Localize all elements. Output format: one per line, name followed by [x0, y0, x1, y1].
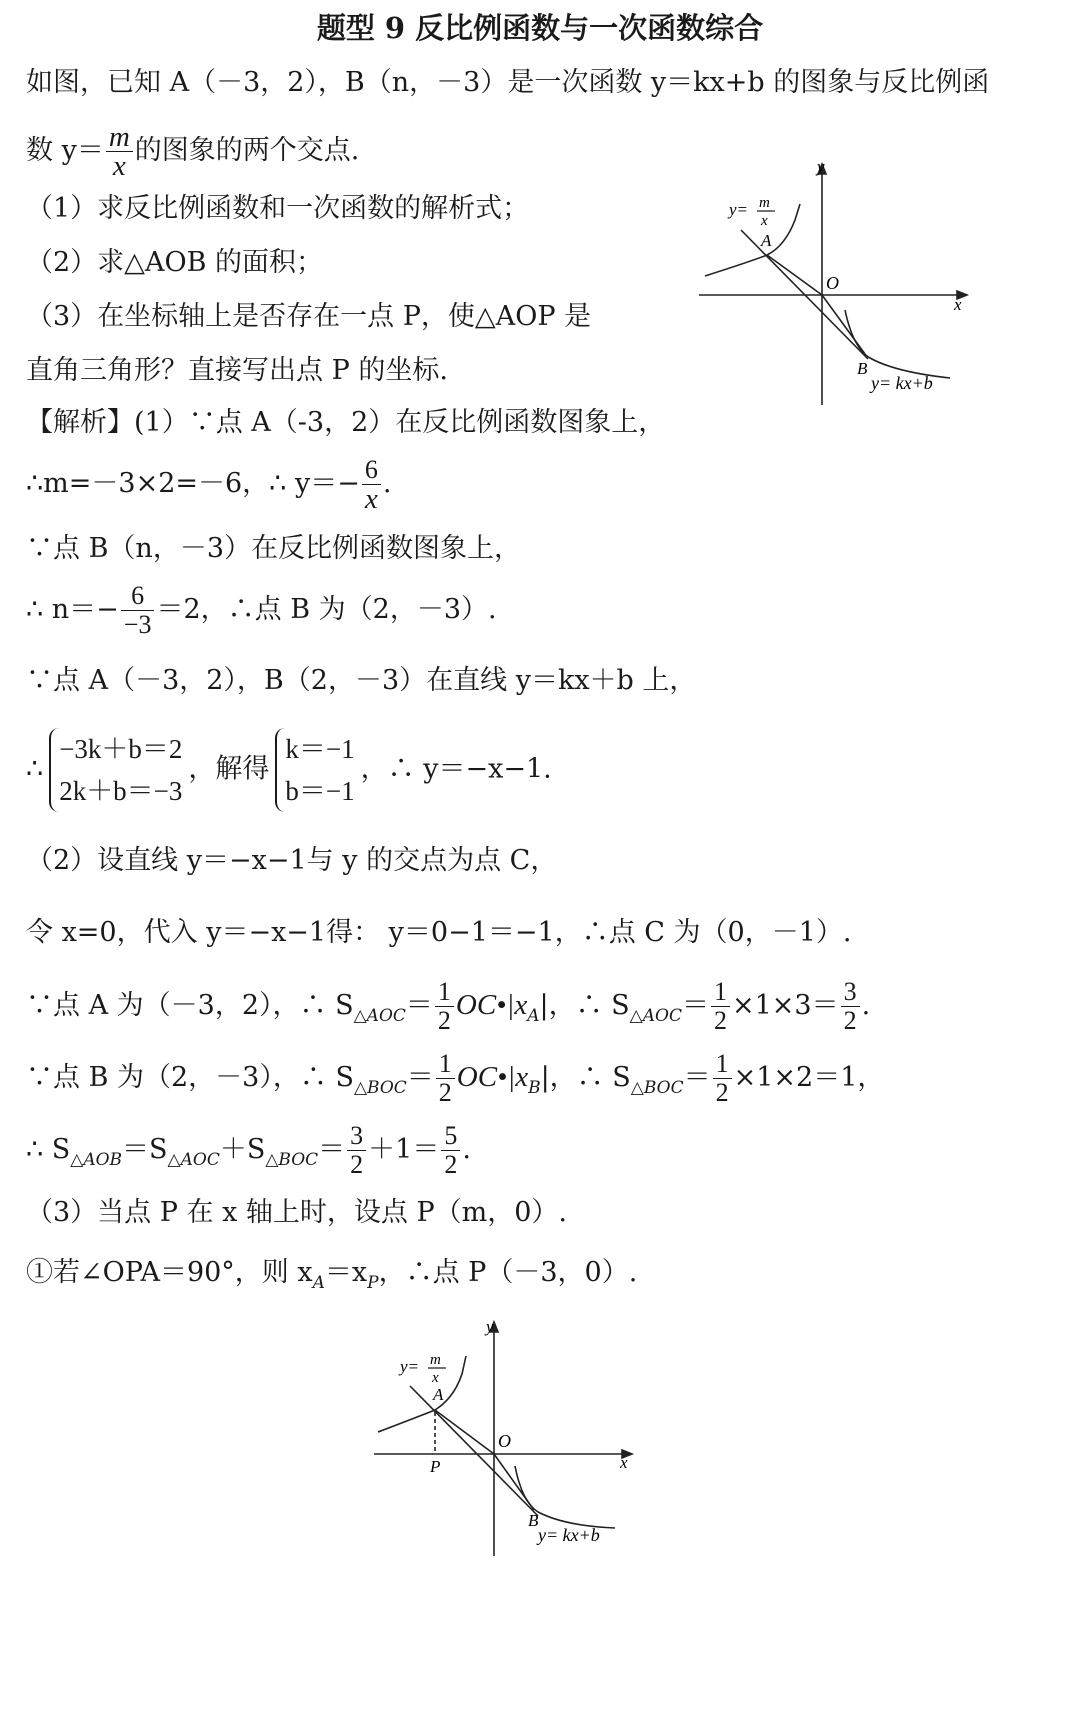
figure-1 [695, 160, 970, 410]
point-P-label: P [430, 1457, 441, 1476]
solution-line-11: ∴ $S_{\triangle AOB}=S_{\triangle AOC}+S_{\triangle BOC}=$ $\frac{3}{2}$ ＋1＝ $\frac{5}{2}$ . [26, 1121, 471, 1179]
solution-line-6: ∴ −3k＋b＝2 2k＋b＝−3 ，解得 k＝−1 b＝−1 ，∴ y＝−x−1. [26, 728, 552, 812]
y-axis-label: y [486, 1317, 494, 1336]
question-1: （1）求反比例函数和一次函数的解析式； [26, 193, 530, 224]
question-3-part-b: 直角三角形？直接写出点 P 的坐标. [26, 355, 448, 386]
question-3-part-a: （3）在坐标轴上是否存在一点 P，使△AOP 是 [26, 301, 592, 332]
curve-label-num: m [430, 1352, 441, 1368]
problem-line-2-post: 的图象的两个交点. [134, 135, 360, 166]
x-axis-label: x [620, 1453, 628, 1472]
point-B-label: B [528, 1511, 539, 1530]
segment-OB [494, 1454, 534, 1510]
solution-line-5: ∵点 A（－3，2），B（2，－3）在直线 y＝kx＋b 上， [26, 665, 697, 696]
curve-label-pre: y= [729, 200, 749, 219]
hyperbola-branch-upper-left [705, 204, 800, 276]
segment-OB [822, 295, 865, 354]
x-axis-label: x [954, 295, 962, 314]
curve-label-den: x [761, 213, 768, 229]
solution-line-4: ∴ n＝− $\frac{6}{-3}$ ＝2，∴点 B 为（2，－3）. [26, 581, 497, 639]
point-A-label: A [761, 231, 772, 250]
solution-line-9: ∵点 A 为（－3，2），∴ $S_{\triangle AOC}=$ $\frac{1}{2}$ $OC•|x_A|$，∴ $S_{\triangle AOC}=$ $\frac{1}{2}$ ×1×3＝ $\frac{3}{2}$ . [26, 977, 871, 1035]
solution-line-7: （2）设直线 y＝−x−1与 y 的交点为点 C， [26, 845, 558, 876]
solution-line-1: 【解析】(1）∵点 A（-3，2）在反比例函数图象上， [26, 407, 666, 438]
curve-label-pre: y= [400, 1357, 420, 1376]
line-y-kx-b [410, 1386, 538, 1516]
segment-OA [435, 1410, 494, 1454]
point-B-label: B [857, 359, 868, 378]
hyperbola-branch-upper-left [378, 1356, 466, 1432]
point-A-label: A [433, 1385, 444, 1404]
problem-line-1: 如图，已知 A（－3，2），B（n，－3）是一次函数 y＝kx+b 的图象与反比例函 [26, 67, 990, 98]
y-axis-label: y [817, 160, 825, 176]
solution-system: k＝−1 b＝−1 [275, 728, 354, 812]
fraction-6-over-neg3: $\frac{6}{-3}$ [121, 582, 155, 639]
curve-label-den: x [432, 1370, 439, 1386]
solution-line-13: ①若∠OPA＝90°，则 $x_A=x_P$，∴点 P（－3，0）. [26, 1257, 638, 1293]
line-label: y= kx+b [538, 1525, 600, 1545]
problem-line-2 [26, 123, 359, 180]
curve-label-num: m [759, 195, 770, 211]
figure-2 [370, 1316, 645, 1561]
equation-system: −3k＋b＝2 2k＋b＝−3 [49, 728, 182, 812]
origin-label: O [826, 273, 839, 293]
solution-line-10: ∵点 B 为（2，－3），∴ $S_{\triangle BOC}=$ $\frac{1}{2}$ $OC•|x_B|$，∴ $S_{\triangle BOC}=$ $\frac{1}{2}$ ×1×2＝1， [26, 1049, 885, 1107]
origin-label: O [498, 1431, 511, 1451]
fraction-m-over-x: $\frac{m}{x}$ [106, 123, 133, 180]
solution-line-12: （3）当点 P 在 x 轴上时，设点 P（m，0）. [26, 1197, 568, 1228]
solution-line-8: 令 x=0，代入 y＝−x−1得： y＝0−1＝−1，∴点 C 为（0，－1）. [26, 917, 852, 948]
question-2: （2）求△AOB 的面积； [26, 247, 323, 278]
segment-OA [767, 255, 822, 295]
fraction-6-over-x: $\frac{6}{x}$ [362, 456, 381, 513]
page-title: 题型 9 反比例函数与一次函数综合 [316, 11, 764, 45]
solution-line-3: ∵点 B（n，－3）在反比例函数图象上， [26, 533, 521, 564]
solution-line-2: ∴m=－3×2=－6，∴ y＝− $\frac{6}{x}$ . [26, 455, 392, 515]
line-label: y= kx+b [871, 373, 933, 393]
problem-line-2-pre: 数 y＝ [26, 135, 104, 166]
